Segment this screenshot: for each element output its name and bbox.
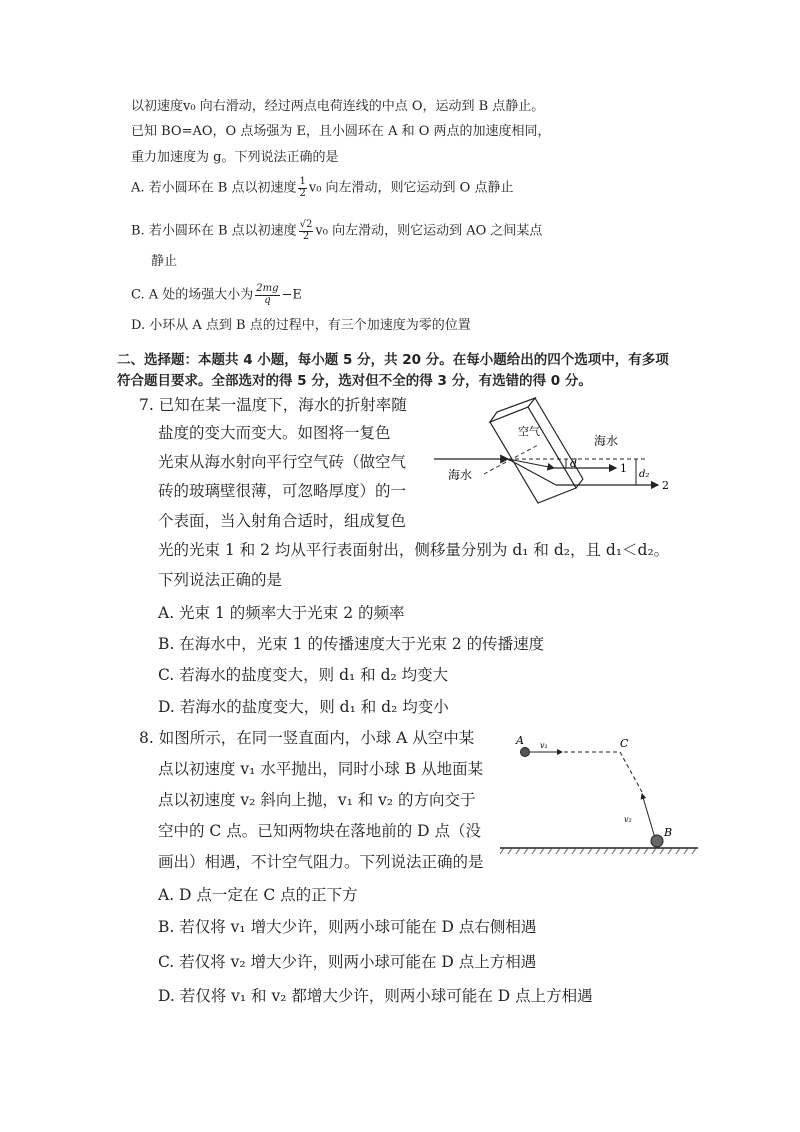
label-b: B	[664, 826, 673, 839]
q6-line-2: 已知 BO=AO，O 点场强为 E，且小圆环在 A 和 O 两点的加速度相同，	[131, 124, 551, 139]
q7-line-7: 下列说法正确的是	[158, 571, 283, 589]
q7-option-a: A. 光束 1 的频率大于光束 2 的频率	[158, 604, 405, 622]
ground-hatching	[500, 848, 696, 854]
label-beam-2: 2	[662, 479, 669, 492]
q6-option-a-num: 1	[299, 176, 306, 187]
section2-heading-line-2: 符合题目要求。全部选对的得 5 分，选对但不全的得 3 分，有选错的得 0 分。	[117, 373, 592, 389]
q8-projectile-figure	[500, 730, 700, 860]
q6-line-3: 重力加速度为 g。下列说法正确的是	[131, 150, 339, 165]
label-d: d	[570, 457, 578, 470]
ball-a	[521, 748, 530, 757]
q7-option-d: D. 若海水的盐度变大，则 d₁ 和 d₂ 均变小	[158, 698, 449, 716]
q8-option-a: A. D 点一定在 C 点的正下方	[158, 886, 358, 904]
label-v1: v₁	[540, 741, 548, 750]
q7-air-brick-figure	[426, 395, 676, 510]
q6-option-a-pre: A. 若小圆环在 B 点以初速度	[131, 180, 297, 196]
q6-option-b-continued: 静止	[151, 254, 178, 269]
q8-option-d: D. 若仅将 v₁ 和 v₂ 都增大少许，则两小球可能在 D 点上方相遇	[158, 987, 593, 1005]
q8-line-3: 点以初速度 v₂ 斜向上抛，v₁ 和 v₂ 的方向交于	[158, 791, 476, 809]
v2-extension-dashed	[620, 752, 642, 792]
q6-option-c	[131, 284, 302, 306]
label-d2: d₂	[639, 469, 650, 480]
q7-line-1: 7. 已知在某一温度下，海水的折射率随	[139, 396, 407, 414]
q8-line-1: 8. 如图所示，在同一竖直面内，小球 A 从空中某	[139, 729, 475, 747]
label-sea-right: 海水	[594, 434, 619, 448]
v2-arrow	[642, 794, 655, 838]
q6-option-c-pre: C. A 处的场强大小为	[131, 287, 254, 303]
brick-front-face	[490, 407, 576, 503]
q6-option-c-fraction	[255, 284, 279, 306]
label-air: 空气	[518, 425, 540, 438]
q6-option-a-post: v₀ 向左滑动，则它运动到 O 点静止	[308, 180, 514, 196]
q6-option-b-den: 2	[302, 230, 310, 242]
label-beam-1: 1	[620, 462, 627, 475]
q7-option-b: B. 在海水中，光束 1 的传播速度大于光束 2 的传播速度	[158, 635, 545, 653]
q7-line-5: 个表面，当入射角合适时，组成复色	[158, 512, 407, 530]
ball-b	[651, 835, 663, 847]
q7-line-4: 砖的玻璃壁很薄，可忽略厚度）的一	[158, 482, 407, 500]
label-c: C	[620, 737, 629, 750]
q6-option-a-fraction	[298, 177, 306, 199]
q6-option-b	[131, 220, 542, 242]
q6-option-c-num: 2mg	[256, 283, 279, 294]
q8-option-b: B. 若仅将 v₁ 增大少许，则两小球可能在 D 点右侧相遇	[158, 918, 537, 936]
q8-line-4: 空中的 C 点。已知两物块在落地前的 D 点（没	[158, 822, 481, 840]
q6-option-b-num: √2	[299, 219, 313, 230]
q6-option-b-pre: B. 若小圆环在 B 点以初速度	[131, 223, 297, 239]
q7-line-3: 光束从海水射向平行空气砖（做空气	[158, 453, 407, 471]
q6-option-c-post: −E	[281, 287, 302, 303]
q6-option-a-den: 2	[299, 187, 306, 199]
q6-option-b-post: v₀ 向左滑动，则它运动到 AO 之间某点	[315, 223, 543, 239]
q8-option-c: C. 若仅将 v₂ 增大少许，则两小球可能在 D 点上方相遇	[158, 953, 537, 971]
q6-option-d: D. 小环从 A 点到 B 点的过程中，有三个加速度为零的位置	[131, 318, 471, 333]
label-sea-left: 海水	[448, 468, 473, 482]
q6-option-a	[131, 177, 513, 199]
q7-line-6: 光的光束 1 和 2 均从平行表面射出，侧移量分别为 d₁ 和 d₂，且 d₁＜d₂。	[158, 541, 670, 559]
label-a: A	[516, 734, 524, 747]
q6-option-c-den: q	[264, 294, 271, 306]
q7-option-c: C. 若海水的盐度变大，则 d₁ 和 d₂ 均变大	[158, 666, 449, 684]
section2-heading-line-1: 二、选择题：本题共 4 小题，每小题 5 分，共 20 分。在每小题给出的四个选项中，有多项	[117, 352, 669, 368]
q7-line-2: 盐度的变大而变大。如图将一复色	[158, 424, 391, 442]
q6-option-b-fraction	[299, 220, 314, 242]
q8-line-5: 画出）相遇，不计空气阻力。下列说法正确的是	[158, 853, 484, 871]
q6-line-1: 以初速度v₀ 向右滑动，经过两点电荷连线的中点 O，运动到 B 点静止。	[131, 99, 545, 114]
brick-side-edge-bottom	[576, 479, 583, 488]
q8-line-2: 点以初速度 v₁ 水平抛出，同时小球 B 从地面某	[158, 760, 484, 778]
label-v2: v₂	[624, 815, 632, 824]
